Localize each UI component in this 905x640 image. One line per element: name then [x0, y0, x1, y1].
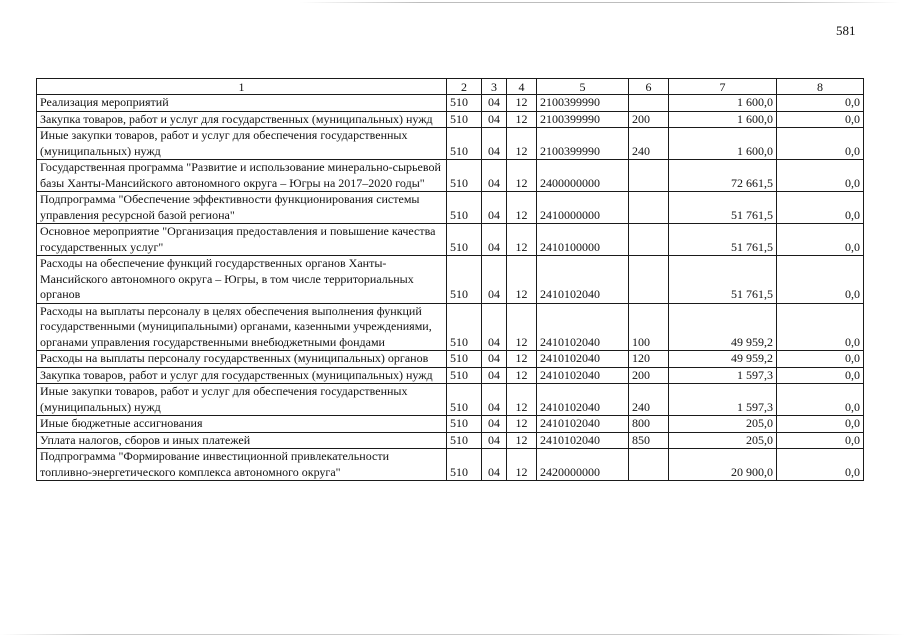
- item-name: Закупка товаров, работ и услуг для государственных (муниципальных) нужд: [37, 367, 447, 384]
- amount-value: 1 597,3: [669, 384, 777, 416]
- expense-type-code: 100: [629, 303, 669, 351]
- expense-type-code: 800: [629, 416, 669, 433]
- column-header: 1: [37, 79, 447, 95]
- amount-value: 49 959,2: [669, 303, 777, 351]
- subsection-code: 12: [507, 351, 537, 368]
- subsection-code: 12: [507, 384, 537, 416]
- section-code: 04: [482, 192, 507, 224]
- extra-amount-value: 0,0: [777, 367, 864, 384]
- amount-value: 1 600,0: [669, 95, 777, 112]
- table-row: [37, 367, 864, 384]
- table-row: [37, 432, 864, 449]
- section-code: 04: [482, 95, 507, 112]
- expense-type-code: 850: [629, 432, 669, 449]
- section-code: 04: [482, 256, 507, 304]
- extra-amount-value: 0,0: [777, 384, 864, 416]
- ministry-code: 510: [447, 160, 482, 192]
- target-article-code: 2420000000: [537, 449, 629, 481]
- section-code: 04: [482, 384, 507, 416]
- subsection-code: 12: [507, 160, 537, 192]
- table-header-row: [37, 79, 864, 95]
- amount-value: 51 761,5: [669, 192, 777, 224]
- table-row: [37, 111, 864, 128]
- amount-value: 51 761,5: [669, 224, 777, 256]
- column-header: 3: [482, 79, 507, 95]
- ministry-code: 510: [447, 449, 482, 481]
- item-name: Иные закупки товаров, работ и услуг для обеспечения государственных (муниципальных) нужд: [37, 384, 447, 416]
- extra-amount-value: 0,0: [777, 256, 864, 304]
- target-article-code: 2410102040: [537, 351, 629, 368]
- ministry-code: 510: [447, 95, 482, 112]
- section-code: 04: [482, 416, 507, 433]
- amount-value: 51 761,5: [669, 256, 777, 304]
- expense-type-code: [629, 224, 669, 256]
- table-row: [37, 256, 864, 304]
- ministry-code: 510: [447, 416, 482, 433]
- target-article-code: 2410102040: [537, 432, 629, 449]
- table-row: [37, 128, 864, 160]
- item-name: Реализация мероприятий: [37, 95, 447, 112]
- ministry-code: 510: [447, 192, 482, 224]
- budget-table: [36, 78, 864, 481]
- subsection-code: 12: [507, 432, 537, 449]
- column-header: 6: [629, 79, 669, 95]
- expense-type-code: 200: [629, 367, 669, 384]
- table-row: [37, 95, 864, 112]
- table-row: [37, 351, 864, 368]
- expense-type-code: [629, 192, 669, 224]
- column-header: 5: [537, 79, 629, 95]
- amount-value: 205,0: [669, 432, 777, 449]
- expense-type-code: 240: [629, 128, 669, 160]
- section-code: 04: [482, 160, 507, 192]
- item-name: Подпрограмма "Обеспечение эффективности функционирования системы управления ресурсной базой региона": [37, 192, 447, 224]
- extra-amount-value: 0,0: [777, 449, 864, 481]
- item-name: Расходы на выплаты персоналу в целях обеспечения выполнения функций государственными (муниципальными) органами, казенными учреждениями, органами управления государственными внебюджетными фондами: [37, 303, 447, 351]
- expense-type-code: 240: [629, 384, 669, 416]
- subsection-code: 12: [507, 224, 537, 256]
- table-row: [37, 160, 864, 192]
- amount-value: 1 600,0: [669, 128, 777, 160]
- target-article-code: 2410000000: [537, 192, 629, 224]
- target-article-code: 2410102040: [537, 367, 629, 384]
- item-name: Уплата налогов, сборов и иных платежей: [37, 432, 447, 449]
- extra-amount-value: 0,0: [777, 160, 864, 192]
- extra-amount-value: 0,0: [777, 128, 864, 160]
- extra-amount-value: 0,0: [777, 111, 864, 128]
- expense-type-code: [629, 160, 669, 192]
- amount-value: 1 600,0: [669, 111, 777, 128]
- item-name: Иные закупки товаров, работ и услуг для обеспечения государственных (муниципальных) нужд: [37, 128, 447, 160]
- item-name: Основное мероприятие "Организация предоставления и повышение качества государственных услуг": [37, 224, 447, 256]
- ministry-code: 510: [447, 351, 482, 368]
- extra-amount-value: 0,0: [777, 351, 864, 368]
- section-code: 04: [482, 303, 507, 351]
- subsection-code: 12: [507, 449, 537, 481]
- extra-amount-value: 0,0: [777, 95, 864, 112]
- table-row: [37, 416, 864, 433]
- subsection-code: 12: [507, 111, 537, 128]
- page-number: 581: [836, 23, 856, 38]
- target-article-code: 2100399990: [537, 95, 629, 112]
- subsection-code: 12: [507, 416, 537, 433]
- extra-amount-value: 0,0: [777, 416, 864, 433]
- table-row: [37, 192, 864, 224]
- section-code: 04: [482, 111, 507, 128]
- amount-value: 72 661,5: [669, 160, 777, 192]
- item-name: Подпрограмма "Формирование инвестиционной привлекательности топливно-энергетического комплекса автономного округа": [37, 449, 447, 481]
- table-row: [37, 303, 864, 351]
- table-row: [37, 384, 864, 416]
- expense-type-code: [629, 256, 669, 304]
- target-article-code: 2410102040: [537, 416, 629, 433]
- section-code: 04: [482, 128, 507, 160]
- ministry-code: 510: [447, 111, 482, 128]
- section-code: 04: [482, 351, 507, 368]
- target-article-code: 2410100000: [537, 224, 629, 256]
- ministry-code: 510: [447, 384, 482, 416]
- column-header: 8: [777, 79, 864, 95]
- amount-value: 49 959,2: [669, 351, 777, 368]
- ministry-code: 510: [447, 367, 482, 384]
- ministry-code: 510: [447, 303, 482, 351]
- ministry-code: 510: [447, 224, 482, 256]
- section-code: 04: [482, 224, 507, 256]
- subsection-code: 12: [507, 367, 537, 384]
- subsection-code: 12: [507, 256, 537, 304]
- target-article-code: 2410102040: [537, 256, 629, 304]
- subsection-code: 12: [507, 303, 537, 351]
- item-name: Расходы на выплаты персоналу государственных (муниципальных) органов: [37, 351, 447, 368]
- section-code: 04: [482, 432, 507, 449]
- extra-amount-value: 0,0: [777, 432, 864, 449]
- extra-amount-value: 0,0: [777, 224, 864, 256]
- target-article-code: 2400000000: [537, 160, 629, 192]
- column-header: 2: [447, 79, 482, 95]
- ministry-code: 510: [447, 432, 482, 449]
- expense-type-code: [629, 449, 669, 481]
- scan-top-edge: [300, 2, 900, 3]
- subsection-code: 12: [507, 128, 537, 160]
- amount-value: 205,0: [669, 416, 777, 433]
- target-article-code: 2100399990: [537, 128, 629, 160]
- amount-value: 1 597,3: [669, 367, 777, 384]
- amount-value: 20 900,0: [669, 449, 777, 481]
- column-header: 7: [669, 79, 777, 95]
- column-header: 4: [507, 79, 537, 95]
- subsection-code: 12: [507, 192, 537, 224]
- table-row: [37, 224, 864, 256]
- table-row: [37, 449, 864, 481]
- expense-type-code: 200: [629, 111, 669, 128]
- target-article-code: 2410102040: [537, 303, 629, 351]
- section-code: 04: [482, 367, 507, 384]
- target-article-code: 2410102040: [537, 384, 629, 416]
- item-name: Расходы на обеспечение функций государственных органов Ханты-Мансийского автономного округа – Югры, в том числе территориальных органов: [37, 256, 447, 304]
- ministry-code: 510: [447, 256, 482, 304]
- scan-bottom-edge: [0, 634, 905, 635]
- extra-amount-value: 0,0: [777, 192, 864, 224]
- extra-amount-value: 0,0: [777, 303, 864, 351]
- item-name: Иные бюджетные ассигнования: [37, 416, 447, 433]
- target-article-code: 2100399990: [537, 111, 629, 128]
- expense-type-code: 120: [629, 351, 669, 368]
- item-name: Закупка товаров, работ и услуг для государственных (муниципальных) нужд: [37, 111, 447, 128]
- expense-type-code: [629, 95, 669, 112]
- subsection-code: 12: [507, 95, 537, 112]
- section-code: 04: [482, 449, 507, 481]
- item-name: Государственная программа "Развитие и использование минерально-сырьевой базы Ханты-Мансийского автономного округа – Югры на 2017–2020 годы": [37, 160, 447, 192]
- ministry-code: 510: [447, 128, 482, 160]
